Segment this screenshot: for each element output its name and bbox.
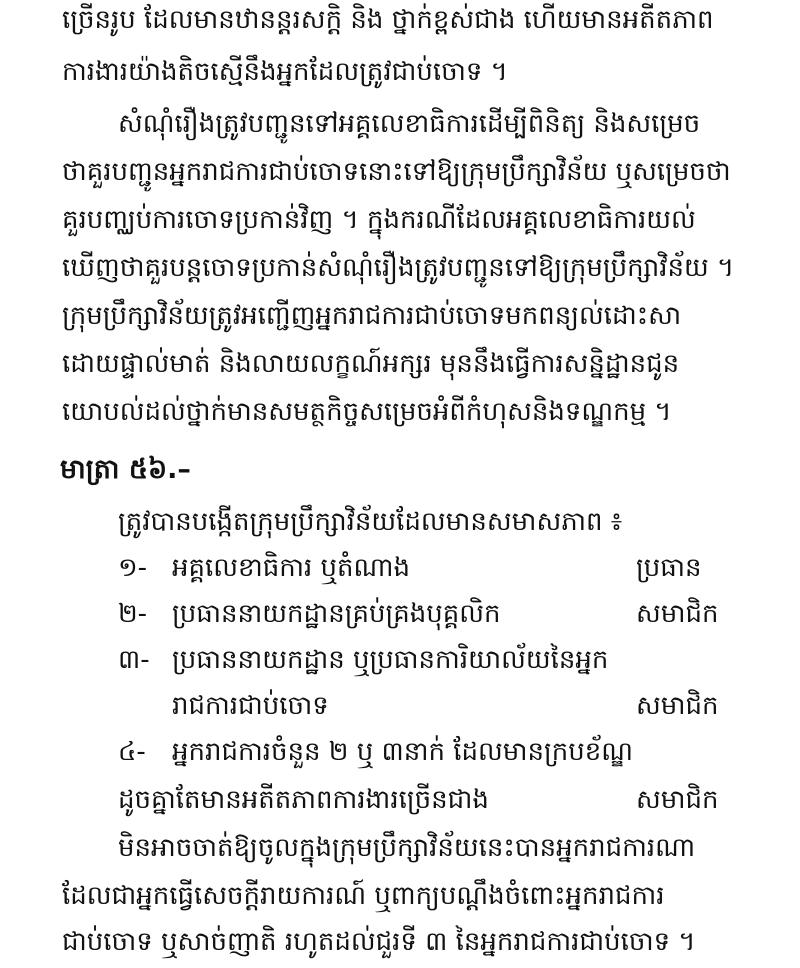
paragraph-line: ជាប់ចោទ ឬសាច់ញាតិ រហូតដល់ជួរទី ៣ នៃអ្នករាជការជាប់ចោទ ។	[62, 927, 696, 957]
member-label-continued: ដូចគ្នាតែមានអតីតភាពការងារច្រើនជាង	[118, 785, 489, 815]
member-number: ៣-	[118, 645, 150, 675]
member-role: ប្រធាន	[636, 553, 702, 583]
member-label: អ្នករាជការចំនួន ២ ឬ ៣នាក់ ដែលមានក្របខ័ណ្ឌ	[172, 737, 634, 767]
paragraph-line: ច្រើនរូប ដែលមានឋានន្តរសក្តិ និង ថ្នាក់ខ្ពស់ជាង ហើយមានអតីតភាព	[62, 5, 714, 35]
paragraph-line: ឃើញថាគួរបន្តចោទប្រកាន់សំណុំរឿងត្រូវបញ្ជូនទៅឱ្យក្រុមប្រឹក្សាវិន័យ ។	[62, 253, 735, 283]
paragraph-line: ដោយផ្ទាល់មាត់ និងលាយលក្ខណ៍អក្សរ មុននឹងធ្វើការសន្និដ្ឋានជូន	[62, 349, 680, 379]
paragraph-line: ការងារយ៉ាងតិចស្មើនឹងអ្នកដែលត្រូវជាប់ចោទ ។	[62, 57, 508, 87]
member-role: សមាជិក	[636, 785, 719, 815]
member-number: ២-	[118, 599, 148, 629]
paragraph-line: គួរបញ្ឈប់ការចោទប្រកាន់វិញ ។ ក្នុងករណីដែលអគ្គលេខាធិការយល់	[62, 205, 696, 235]
article-heading: មាត្រា ៥៦.–	[60, 454, 191, 485]
member-role: សមាជិក	[636, 599, 719, 629]
member-label-continued: រាជការជាប់ចោទ	[172, 691, 329, 721]
member-label: ប្រធាននាយកដ្ឋានគ្រប់គ្រងបុគ្គលិក	[172, 599, 501, 629]
paragraph-line: ក្រុមប្រឹក្សាវិន័យត្រូវអញ្ជើញអ្នករាជការជាប់ចោទមកពន្យល់ដោះសា	[62, 301, 682, 331]
paragraph-line: មិនអាចចាត់ឱ្យចូលក្នុងក្រុមប្រឹក្សាវិន័យនេះបានអ្នករាជការណា	[118, 833, 696, 863]
member-number: ៤-	[118, 737, 146, 767]
paragraph-line: ដែលជាអ្នកធ្វើសេចក្តីរាយការណ៍ ឬពាក្យបណ្តឹងចំពោះអ្នករាជការ	[62, 881, 665, 911]
member-number: ១-	[118, 553, 148, 583]
member-role: សមាជិក	[636, 691, 719, 721]
composition-intro: ត្រូវបានបង្កើតក្រុមប្រឹក្សាវិន័យដែលមានសមាសភាព ៖	[118, 507, 623, 537]
member-label: ប្រធាននាយកដ្ឋាន ឬប្រធានការិយាល័យនៃអ្នក	[172, 645, 609, 675]
member-label: អគ្គលេខាធិការ ឬតំណាង	[172, 553, 411, 583]
paragraph-line: យោបល់ដល់ថ្នាក់មានសមត្ថកិច្ចសម្រេចអំពីកំហុសនិងទណ្ឌកម្ម ។	[62, 397, 672, 427]
paragraph-line: ថាគួរបញ្ជូនអ្នករាជការជាប់ចោទនោះទៅឱ្យក្រុមប្រឹក្សាវិន័យ ឬសម្រេចថា	[62, 157, 731, 187]
paragraph-line: សំណុំរឿងត្រូវបញ្ជូនទៅអគ្គលេខាធិការដើម្បីពិនិត្យ និងសម្រេច	[118, 109, 701, 139]
